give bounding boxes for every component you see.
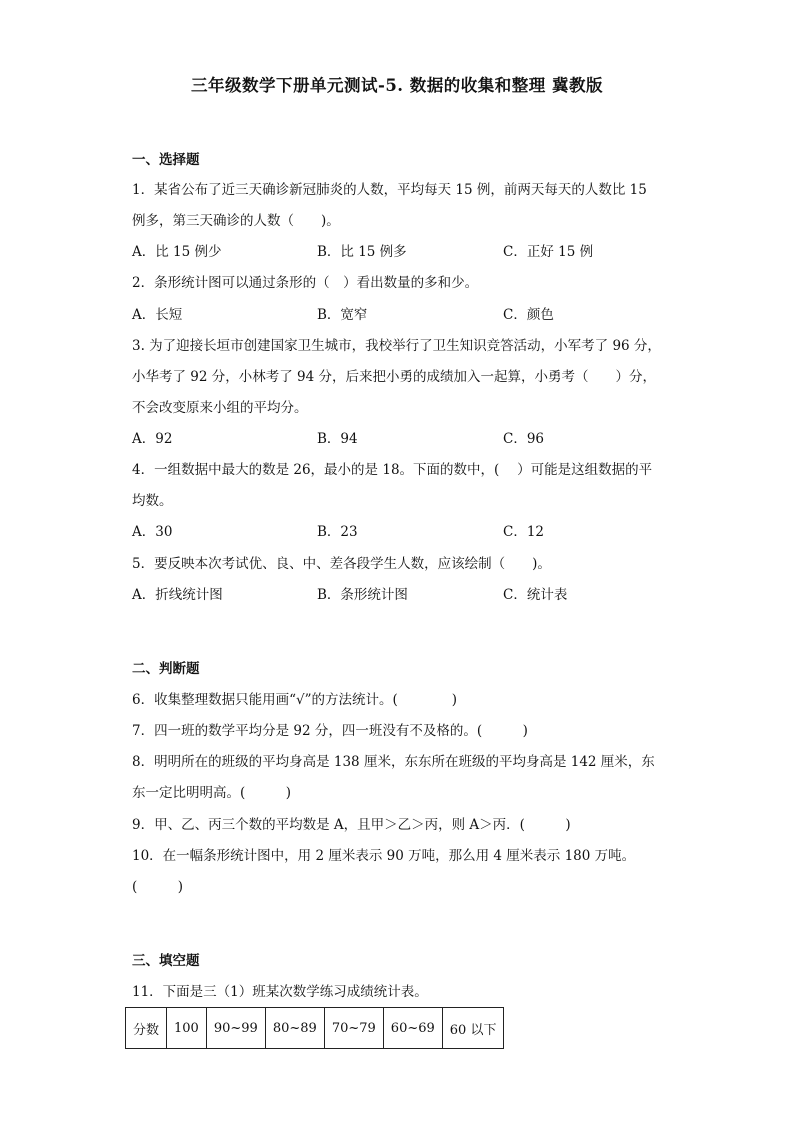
section-choice-heading: 一、选择题: [132, 152, 200, 168]
q3-option-b: B．94: [317, 431, 358, 447]
q4-option-a: A．30: [132, 524, 173, 540]
q6-text: 6．收集整理数据只能用画“√”的方法统计。( ): [132, 692, 458, 708]
q4-option-c: C．12: [503, 524, 545, 540]
table-cell: 90~99: [206, 1008, 265, 1049]
q5-text-line1: 5．要反映本次考试优、良、中、差各段学生人数，应该绘制（ )。: [132, 556, 551, 572]
q4-text-line1: 4．一组数据中最大的数是 26，最小的是 18。下面的数中，( ）可能是这组数据的平: [132, 462, 653, 478]
q10-text-line2: ( ): [132, 879, 184, 895]
q5-option-b: B．条形统计图: [317, 587, 408, 603]
q11-text: 11．下面是三（1）班某次数学练习成绩统计表。: [132, 984, 428, 1000]
q7-text: 7．四一班的数学平均分是 92 分，四一班没有不及格的。( ): [132, 723, 528, 739]
page-title: 三年级数学下册单元测试-5. 数据的收集和整理 冀教版: [190, 76, 604, 95]
table-row: [126, 1008, 504, 1049]
q3-text-line3: 不会改变原来小组的平均分。: [132, 400, 308, 416]
q3-option-c: C．96: [503, 431, 545, 447]
q10-text-line1: 10．在一幅条形统计图中，用 2 厘米表示 90 万吨，那么用 4 厘米表示 180 万吨。: [132, 848, 636, 864]
table-cell: 80~89: [265, 1008, 324, 1049]
section-judge-heading: 二、判断题: [132, 661, 200, 677]
q8-text-line1: 8．明明所在的班级的平均身高是 138 厘米，东东所在班级的平均身高是 142 厘米，东: [132, 754, 655, 770]
q3-text-line2: 小华考了 92 分，小林考了 94 分，后来把小勇的成绩加入一起算，小勇考（ ）分，: [132, 369, 657, 385]
q5-option-c: C．统计表: [503, 587, 568, 603]
q1-option-a: A．比 15 例少: [132, 244, 222, 260]
q2-option-a: A．长短: [132, 307, 183, 323]
q1-text-line2: 例多，第三天确诊的人数（ )。: [132, 213, 340, 229]
q2-option-c: C．颜色: [503, 307, 554, 323]
q1-text-line1: 1．某省公布了近三天确诊新冠肺炎的人数，平均每天 15 例，前两天每天的人数比 15: [132, 182, 647, 198]
q9-text: 9．甲、乙、丙三个数的平均数是 A，且甲＞乙＞丙，则 A＞丙．( ): [132, 817, 571, 833]
table-cell: 60~69: [383, 1008, 442, 1049]
q3-option-a: A．92: [132, 431, 173, 447]
q4-option-b: B．23: [317, 524, 358, 540]
score-table: [125, 1007, 504, 1049]
table-cell: 100: [167, 1008, 207, 1049]
q2-text-line1: 2．条形统计图可以通过条形的（ ）看出数量的多和少。: [132, 275, 479, 291]
q1-option-c: C．正好 15 例: [503, 244, 594, 260]
table-cell: 70~79: [324, 1008, 383, 1049]
q8-text-line2: 东一定比明明高。( ): [132, 785, 292, 801]
q2-option-b: B．宽窄: [317, 307, 368, 323]
table-cell: 分数: [126, 1008, 167, 1049]
section-fill-heading: 三、填空题: [132, 953, 200, 969]
q5-option-a: A．折线统计图: [132, 587, 223, 603]
q3-text-line1: 3. 为了迎接长垣市创建国家卫生城市，我校举行了卫生知识竞答活动，小军考了 96 分，: [132, 338, 661, 354]
q4-text-line2: 均数。: [132, 493, 173, 509]
table-cell: 60 以下: [442, 1008, 504, 1049]
q1-option-b: B．比 15 例多: [317, 244, 407, 260]
